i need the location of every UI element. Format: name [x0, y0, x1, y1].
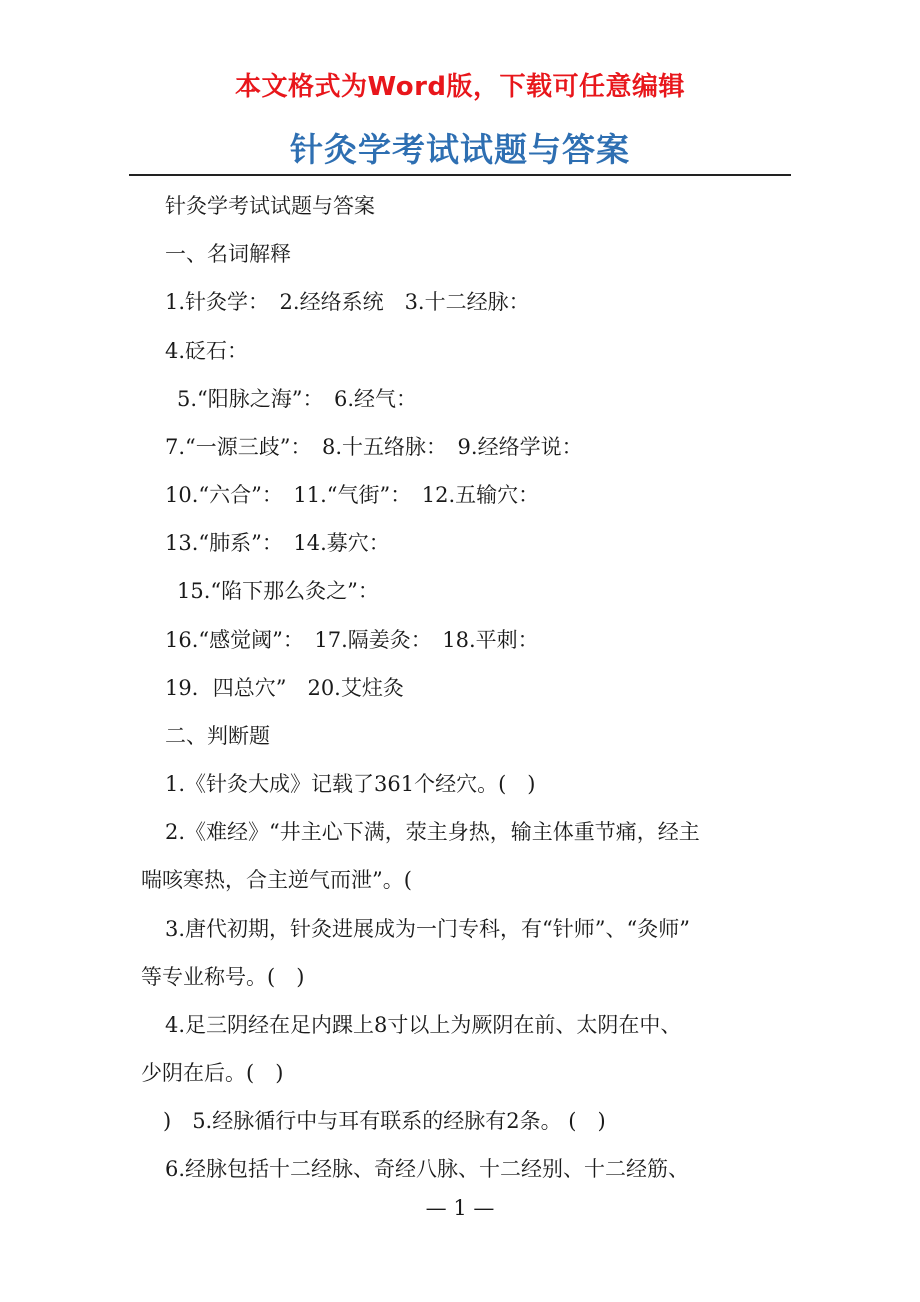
question-line: 2.《难经》“井主心下满，荥主身热，输主体重节痛，经主 — [165, 820, 700, 844]
section-heading-definitions: 一、名词解释 — [165, 242, 291, 266]
question-line: 喘咳寒热，合主逆气而泄”。( — [141, 868, 412, 892]
question-line: 5.“阳脉之海”： 6.经气： — [177, 387, 418, 411]
title-divider — [129, 174, 791, 176]
question-line: ) 5.经脉循行中与耳有联系的经脉有2条。 ( ) — [163, 1109, 606, 1133]
question-line: 1.《针灸大成》记载了361个经穴。( ) — [165, 772, 536, 796]
section-heading-true-false: 二、判断题 — [165, 724, 270, 748]
question-line: 4.足三阴经在足内踝上8寸以上为厥阴在前、太阴在中、 — [165, 1013, 682, 1037]
question-line: 16.“感觉阈”： 17.隔姜灸： 18.平刺： — [165, 628, 539, 652]
question-line: 4.砭石： — [165, 339, 249, 363]
format-banner: 本文格式为Word版，下载可任意编辑 — [234, 72, 686, 102]
question-line: 6.经脉包括十二经脉、奇经八脉、十二经别、十二经筋、 — [165, 1157, 690, 1181]
question-line: 等专业称号。( ) — [141, 965, 305, 989]
question-line: 1.针灸学： 2.经络系统 3.十二经脉： — [165, 290, 530, 314]
question-line: 10.“六合”： 11.“气街”： 12.五输穴： — [165, 483, 540, 507]
question-line: 3.唐代初期，针灸进展成为一门专科，有“针师”、“灸师” — [165, 917, 690, 941]
question-line: 7.“一源三歧”： 8.十五络脉： 9.经络学说： — [165, 435, 583, 459]
question-line: 19．四总穴” 20.艾炷灸 — [165, 676, 404, 700]
page-number: — 1 — — [425, 1196, 495, 1220]
question-line: 少阴在后。( ) — [141, 1061, 284, 1085]
document-title: 针灸学考试试题与答案 — [290, 130, 630, 169]
question-line: 15.“陷下那么灸之”： — [177, 579, 379, 603]
body-line-title: 针灸学考试试题与答案 — [165, 194, 375, 218]
question-line: 13.“肺系”： 14.募穴： — [165, 531, 390, 555]
